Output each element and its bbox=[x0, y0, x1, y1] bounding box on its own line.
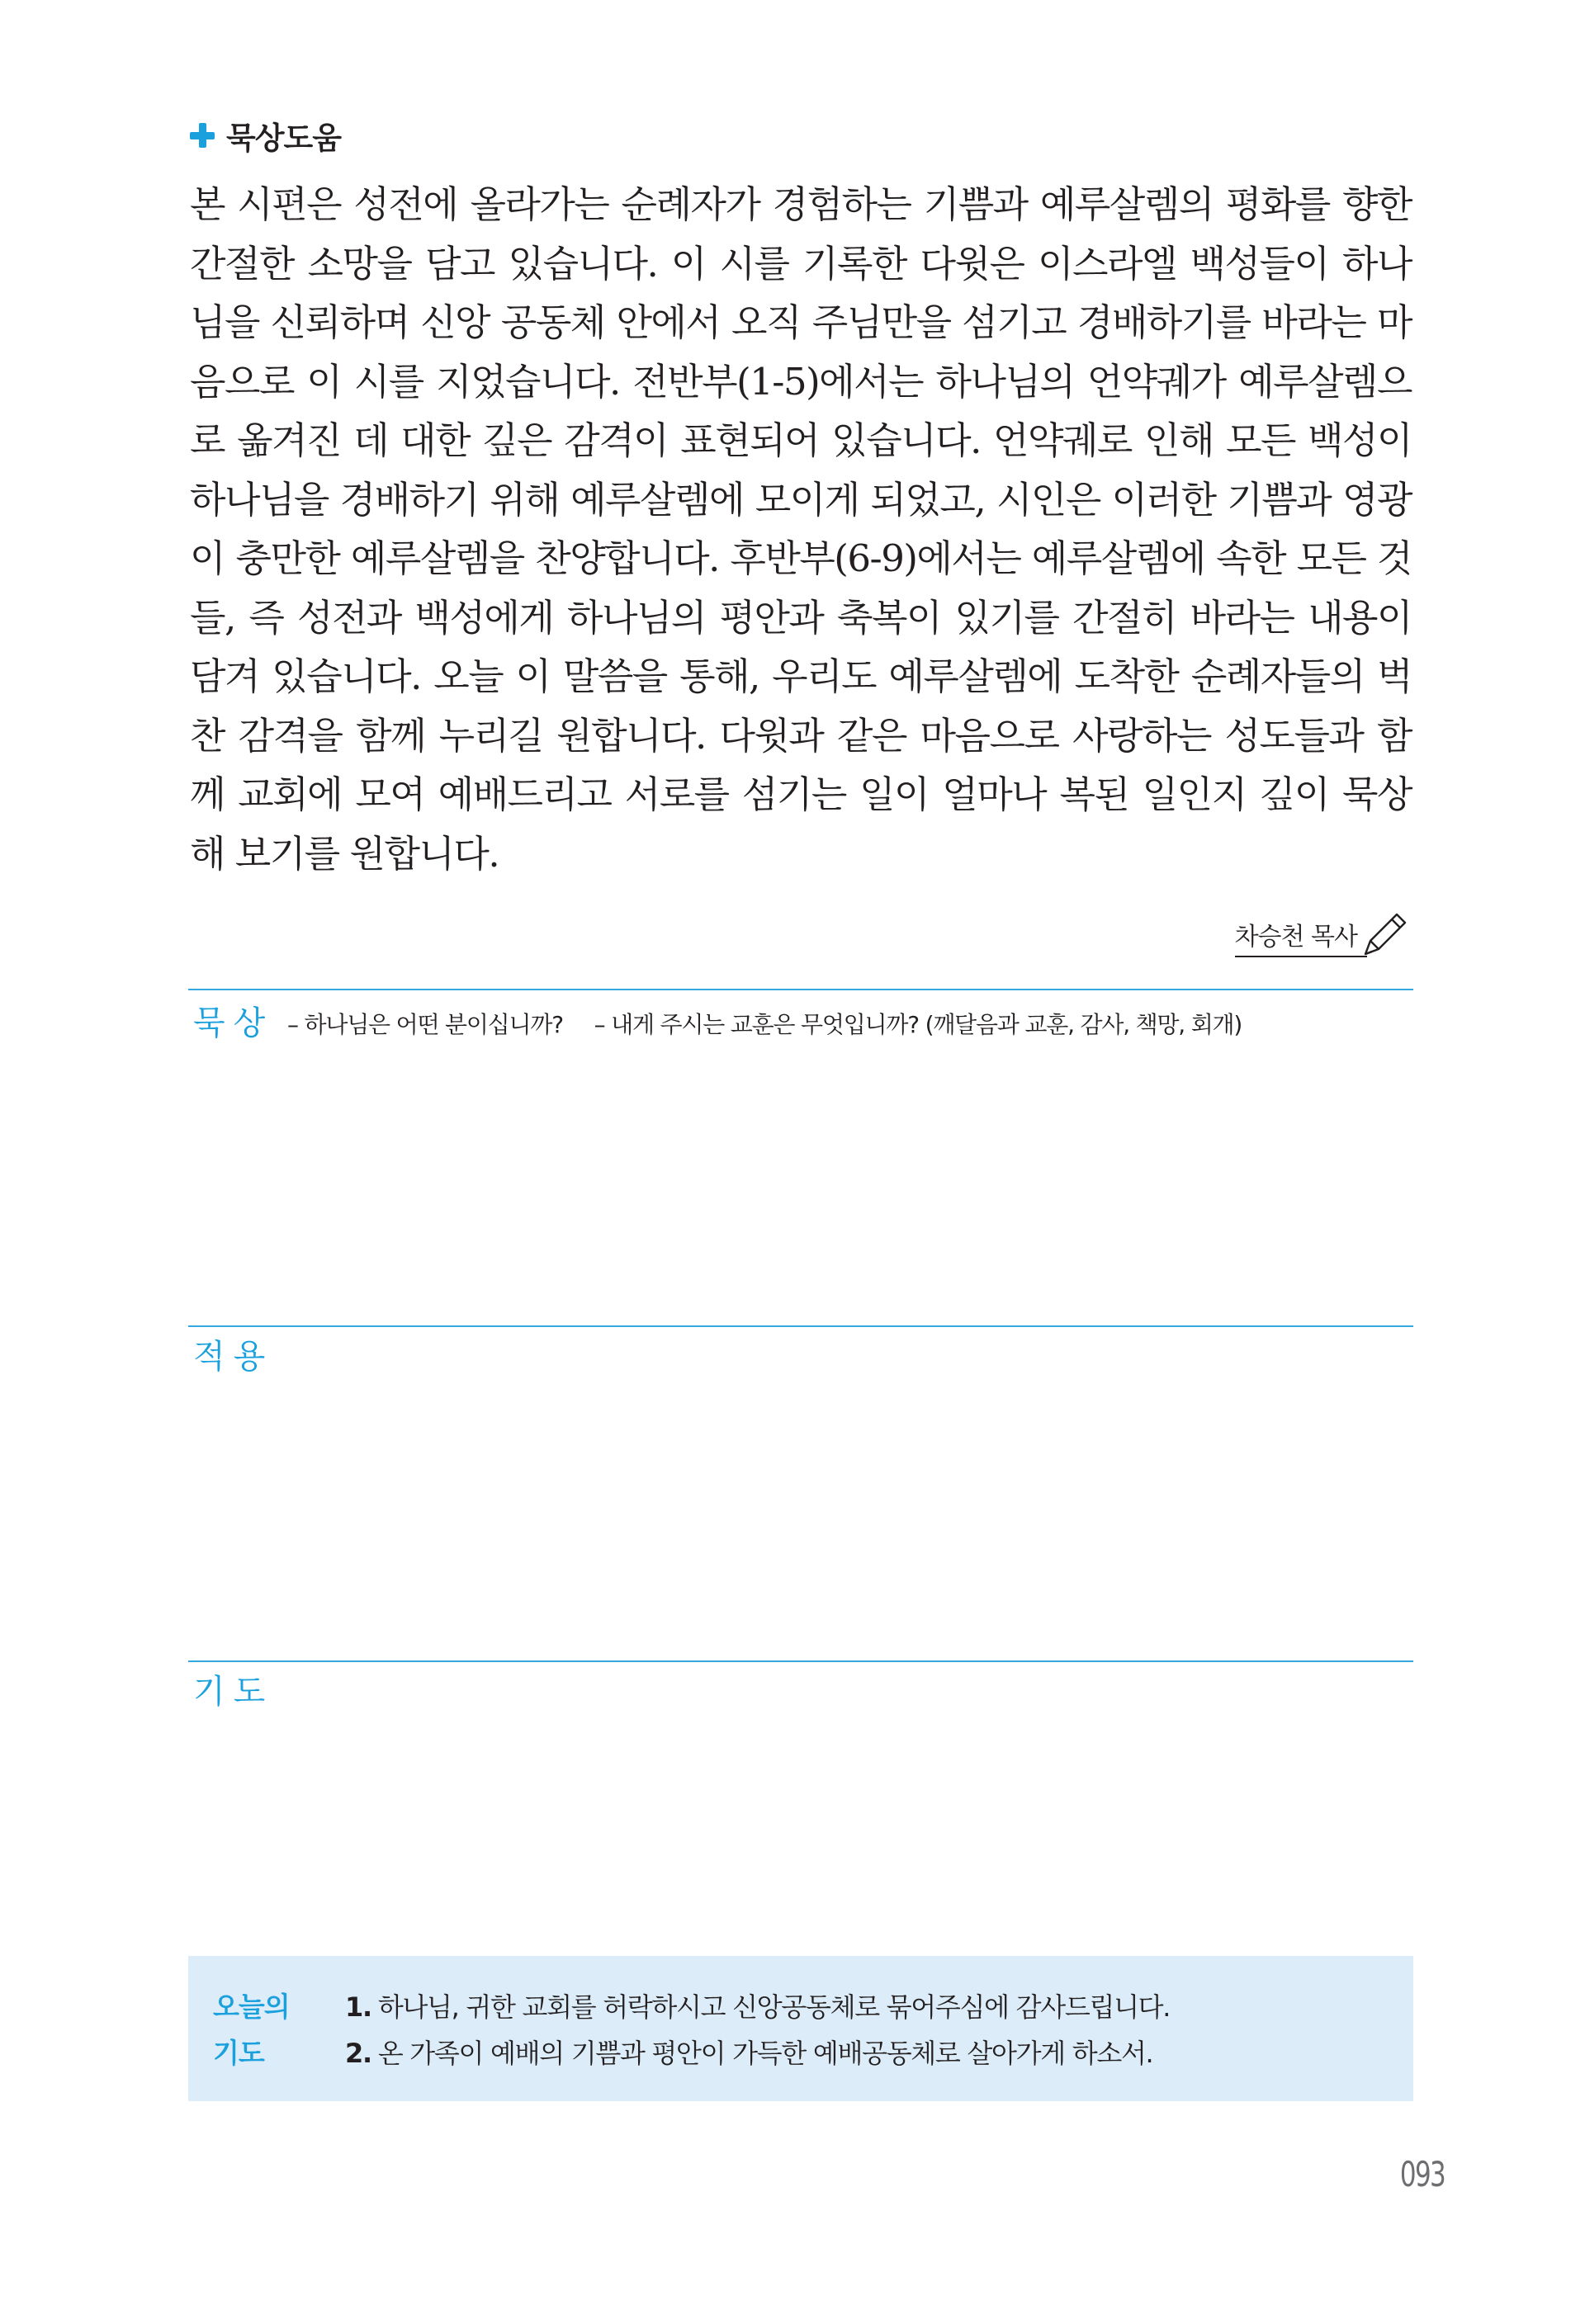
prayer-item-text: 하나님, 귀한 교회를 허락하시고 신앙공동체로 묶어주심에 감사드립니다. bbox=[377, 1991, 1171, 2023]
prayer-divider bbox=[188, 1660, 1413, 1662]
prayer-item-number: 1. bbox=[345, 1991, 371, 2023]
meditation-label: 묵상 bbox=[193, 1004, 274, 1042]
prayer-item-number: 2. bbox=[345, 2038, 371, 2069]
todays-prayer-label: 오늘의 기도 bbox=[213, 1991, 290, 2069]
meditation-divider bbox=[188, 989, 1413, 990]
pencil-icon bbox=[1360, 909, 1410, 959]
application-divider bbox=[188, 1325, 1413, 1327]
todays-prayer-box bbox=[188, 1956, 1413, 2101]
meditation-prompt-1: – 하나님은 어떤 분이십니까? bbox=[287, 1011, 563, 1038]
section-header bbox=[190, 114, 341, 157]
application-label: 적용 bbox=[193, 1338, 274, 1376]
meditation-prompts bbox=[287, 1007, 1242, 1040]
todays-prayer-list bbox=[345, 1984, 1170, 2076]
prayer-item bbox=[345, 2030, 1170, 2076]
author-name: 차승천 목사 bbox=[1235, 916, 1367, 957]
page-number: 093 bbox=[1399, 2154, 1445, 2194]
plus-icon bbox=[190, 123, 215, 148]
prayer-item bbox=[345, 1984, 1170, 2030]
meditation-help-text: 본 시편은 성전에 올라가는 순례자가 경험하는 기쁨과 예루살렘의 평화를 향한 간절한 소망을 담고 있습니다. 이 시를 기록한 다윗은 이스라엘 백성들이 하나님을 신뢰하며 신앙 공동체 안에서 오직 주님만을 섬기고 경배하기를 바라는 마음으로 이 시를 지었습니다. 전반부(1-5)에서는 하나님의 언약궤가 예루살렘으로 옮겨진 데 대한 깊은 감격이 표현되어 있습니다. 언약궤로 인해 모든 백성이 하나님을 경배하기 위해 예루살렘에 모이게 되었고, 시인은 이러한 기쁨과 영광이 충만한 예루살렘을 찬양합니다. 후반부(6-9)에서는 예루살렘에 속한 모든 것들, 즉 성전과 백성에게 하나님의 평안과 축복이 있기를 간절히 바라는 내용이 담겨 있습니다. 오늘 이 말씀을 통해, 우리도 예루살렘에 도착한 순례자들의 벅찬 감격을 함께 누리길 원합니다. 다윗과 같은 마음으로 사랑하는 성도들과 함께 교회에 모여 예배드리고 서로를 섬기는 일이 얼마나 복된 일인지 깊이 묵상해 보기를 원합니다. bbox=[190, 182, 1412, 876]
prayer-label: 기도 bbox=[193, 1673, 274, 1711]
author-signature bbox=[1235, 909, 1410, 957]
meditation-prompt-2: – 내게 주시는 교훈은 무엇입니까? (깨달음과 교훈, 감사, 책망, 회개) bbox=[594, 1011, 1242, 1038]
prayer-item-text: 온 가족이 예배의 기쁨과 평안이 가득한 예배공동체로 살아가게 하소서. bbox=[377, 2038, 1153, 2069]
section-title: 묵상도움 bbox=[226, 120, 341, 156]
